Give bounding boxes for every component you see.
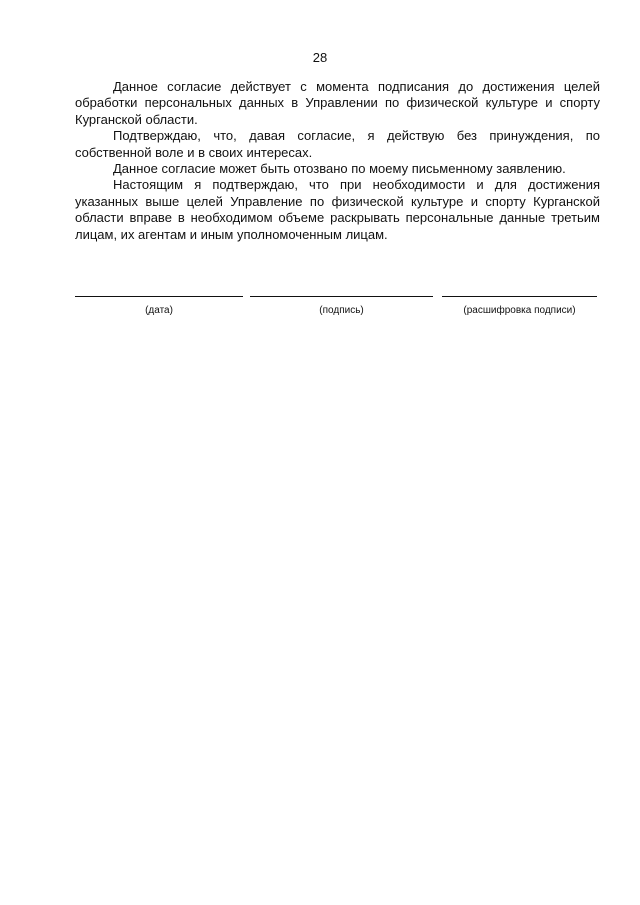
paragraph-revocation: Данное согласие может быть отозвано по моему письменному заявлению. <box>113 161 566 177</box>
paragraph-voluntary: Подтверждаю, что, давая согласие, я действую без принуждения, по собственной воле и в своих интересах. <box>75 128 600 160</box>
consent-body <box>75 79 600 243</box>
date-caption: (дата) <box>145 305 173 316</box>
signature-caption: (подпись) <box>319 305 364 316</box>
transcript-caption: (расшифровка подписи) <box>463 305 576 316</box>
paragraph-disclosure: Настоящим я подтверждаю, что при необходимости и для достижения указанных выше целей Управление по физической культуре и спорту Курганской области вправе в необходимом объеме раскрывать персональные данные третьим лицам, их агентам и иным уполномоченным лицам. <box>75 177 600 242</box>
signature-line <box>250 296 433 297</box>
date-line <box>75 296 243 297</box>
paragraph-validity: Данное согласие действует с момента подписания до достижения целей обработки персональных данных в Управлении по физической культуре и спорту Курганской области. <box>75 79 600 127</box>
transcript-line <box>442 296 597 297</box>
page-number: 28 <box>312 50 328 65</box>
signature-block <box>75 296 600 326</box>
